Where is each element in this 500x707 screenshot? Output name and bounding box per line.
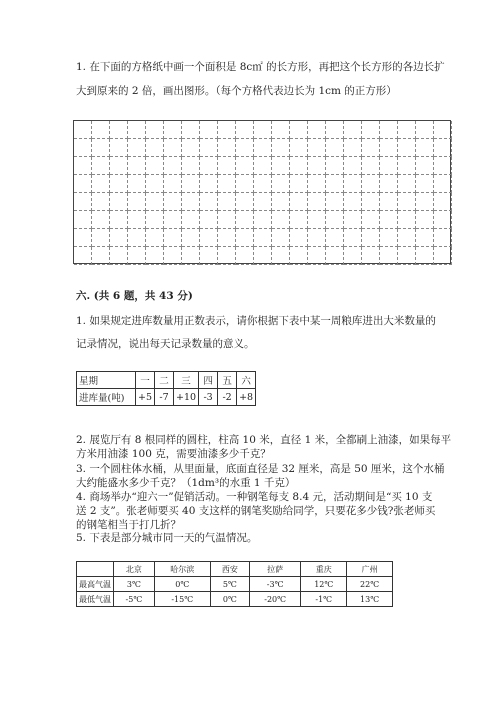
grid-cell[interactable] [344, 229, 362, 247]
grid-cell[interactable] [416, 175, 434, 193]
grid-cell[interactable] [254, 193, 272, 211]
grid-cell[interactable] [218, 139, 236, 157]
grid-cell[interactable] [290, 247, 308, 265]
grid-cell[interactable] [344, 193, 362, 211]
grid-cell[interactable] [164, 193, 182, 211]
grid-cell[interactable] [272, 229, 290, 247]
grid-cell[interactable] [326, 121, 344, 139]
grid-cell[interactable] [92, 193, 110, 211]
grid-cell[interactable] [164, 121, 182, 139]
grid-cell[interactable] [398, 229, 416, 247]
grid-cell[interactable] [110, 193, 128, 211]
temp-cell: -1℃ [301, 592, 347, 607]
grid-cell[interactable] [92, 229, 110, 247]
grid-cell[interactable] [92, 175, 110, 193]
grid-cell[interactable] [164, 175, 182, 193]
s3-line1: 3. 一个圆柱体水桶，从里面量，底面直径是 32 厘米，高是 50 厘米，这个水桶 [76, 463, 445, 475]
grid-cell[interactable] [290, 193, 308, 211]
temp-cell: 12℃ [301, 577, 347, 592]
grain-cell: 进库量(吨) [77, 389, 136, 406]
graph-paper-grid[interactable] [73, 120, 451, 264]
s1-line2: 记录情况，说出每天记录数量的意义。 [76, 338, 255, 350]
s3-line2: 大约能盛水多少千克？（1dm³的水重 1 千克） [76, 477, 296, 489]
grid-cell[interactable] [236, 157, 254, 175]
temp-cell: 最高气温 [77, 577, 114, 592]
grid-cell[interactable] [434, 193, 452, 211]
grid-cell[interactable] [434, 229, 452, 247]
temp-cell: -20℃ [249, 592, 300, 607]
grid-cell[interactable] [110, 157, 128, 175]
grid-cell[interactable] [398, 211, 416, 229]
grid-cell[interactable] [326, 175, 344, 193]
grain-row-weekday [77, 372, 256, 389]
grid-cell[interactable] [290, 175, 308, 193]
grid-cell[interactable] [236, 193, 254, 211]
grid-cell[interactable] [200, 157, 218, 175]
s2-line1: 2. 展览厅有 8 根同样的圆柱，柱高 10 米，直径 1 米，全都刷上油漆，如果每平 [76, 434, 452, 446]
grid-cell[interactable] [416, 139, 434, 157]
grid-cell[interactable] [398, 247, 416, 265]
grid-cell[interactable] [200, 175, 218, 193]
s4-line2: 送 2 支”。张老师要买 40 支这样的钢笔奖励给同学，只要花多少钱?张老师买 [76, 505, 436, 517]
grid-cell[interactable] [398, 121, 416, 139]
grid-cell[interactable] [380, 175, 398, 193]
grid-cell[interactable] [362, 211, 380, 229]
grid-cell[interactable] [290, 229, 308, 247]
grid-cell[interactable] [74, 211, 92, 229]
grid-cell[interactable] [326, 211, 344, 229]
grid-cell[interactable] [236, 139, 254, 157]
grid-cell[interactable] [74, 175, 92, 193]
grid-cell[interactable] [434, 175, 452, 193]
grid-cell[interactable] [74, 229, 92, 247]
temp-cell: 重庆 [301, 562, 347, 577]
grain-cell: +10 [174, 389, 199, 406]
grid-cell[interactable] [344, 175, 362, 193]
grid-cell[interactable] [200, 211, 218, 229]
grid-cell[interactable] [164, 211, 182, 229]
grid-cell[interactable] [272, 193, 290, 211]
temp-cell: 0℃ [210, 592, 249, 607]
grid-cell[interactable] [272, 121, 290, 139]
section-title: 六. (共 6 题，共 43 分) [76, 290, 193, 302]
s4-line1: 4. 商场举办“迎六一”促销活动。一种钢笔每支 8.4 元，活动期间是“买 10 支 [76, 491, 433, 503]
temp-cell: 拉萨 [249, 562, 300, 577]
grid-cell[interactable] [308, 139, 326, 157]
grid-cell[interactable] [254, 175, 272, 193]
grid-cell[interactable] [344, 247, 362, 265]
grid-cell[interactable] [182, 247, 200, 265]
temp-row-header [77, 562, 393, 577]
grid-cell[interactable] [128, 139, 146, 157]
grid-cell[interactable] [434, 211, 452, 229]
temp-row-high [77, 577, 393, 592]
grid-cell[interactable] [164, 247, 182, 265]
grid-cell[interactable] [128, 175, 146, 193]
grid-cell[interactable] [236, 247, 254, 265]
temp-cell: 22℃ [347, 577, 393, 592]
temp-row-low [77, 592, 393, 607]
grid-cell[interactable] [110, 211, 128, 229]
grid-cell[interactable] [254, 157, 272, 175]
grid-cell[interactable] [308, 211, 326, 229]
grid-cell[interactable] [128, 247, 146, 265]
grid-cell[interactable] [92, 247, 110, 265]
grid-cell[interactable] [308, 193, 326, 211]
grid-cell[interactable] [128, 121, 146, 139]
grid-cell[interactable] [110, 247, 128, 265]
grid-cell[interactable] [146, 157, 164, 175]
grid-cell[interactable] [308, 247, 326, 265]
temp-cell: 3℃ [114, 577, 155, 592]
grid-cell[interactable] [434, 121, 452, 139]
grid-cell[interactable] [128, 193, 146, 211]
grid-cell[interactable] [74, 157, 92, 175]
grid-cell[interactable] [200, 247, 218, 265]
grid-cell[interactable] [128, 211, 146, 229]
grain-cell: 一 [136, 372, 155, 389]
temp-cell [77, 562, 114, 577]
grid-cell[interactable] [362, 229, 380, 247]
grain-cell: 二 [155, 372, 174, 389]
grid-cell[interactable] [380, 211, 398, 229]
grid-cell[interactable] [110, 139, 128, 157]
temp-cell: 北京 [114, 562, 155, 577]
grid-cell[interactable] [182, 139, 200, 157]
grain-row-amount [77, 389, 256, 406]
grid-cell[interactable] [326, 247, 344, 265]
grid-cell[interactable] [146, 247, 164, 265]
grid-cell[interactable] [92, 139, 110, 157]
grid-cell[interactable] [380, 247, 398, 265]
grid-cell[interactable] [272, 157, 290, 175]
grid-cell[interactable] [254, 229, 272, 247]
grid-cell[interactable] [344, 157, 362, 175]
grid-cell[interactable] [290, 157, 308, 175]
grid-cell[interactable] [362, 157, 380, 175]
grid-cell[interactable] [290, 211, 308, 229]
grid-cell[interactable] [218, 247, 236, 265]
q1-line2: 大到原来的 2 倍，画出图形。（每个方格代表边长为 1cm 的正方形） [76, 85, 397, 97]
grid-cell[interactable] [416, 247, 434, 265]
temp-cell: 0℃ [154, 577, 210, 592]
grid-cell[interactable] [380, 229, 398, 247]
grid-cell[interactable] [434, 247, 452, 265]
grid-cell[interactable] [326, 193, 344, 211]
grid-cell[interactable] [398, 193, 416, 211]
s2-line2: 方米用油漆 100 克，需要油漆多少千克？ [76, 448, 271, 460]
grid-cell[interactable] [236, 211, 254, 229]
grid-cell[interactable] [128, 229, 146, 247]
grid-cell[interactable] [110, 229, 128, 247]
grain-cell: 三 [174, 372, 199, 389]
grid-cell[interactable] [110, 175, 128, 193]
temp-cell: -5℃ [114, 592, 155, 607]
grain-cell: +8 [237, 389, 256, 406]
grid-cell[interactable] [290, 139, 308, 157]
grid-cell[interactable] [182, 175, 200, 193]
grid-cell[interactable] [362, 247, 380, 265]
grid-cell[interactable] [218, 175, 236, 193]
grid-cell[interactable] [434, 139, 452, 157]
grid-cell[interactable] [398, 139, 416, 157]
grid-cell[interactable] [146, 139, 164, 157]
grid-cell[interactable] [380, 157, 398, 175]
grid-cell[interactable] [92, 121, 110, 139]
grid-cell[interactable] [200, 139, 218, 157]
grid-cell[interactable] [182, 211, 200, 229]
grid-cell[interactable] [254, 247, 272, 265]
grid-cell[interactable] [182, 193, 200, 211]
grid-cell[interactable] [416, 193, 434, 211]
grid-cell[interactable] [200, 193, 218, 211]
s1-line1: 1. 如果规定进库数量用正数表示，请你根据下表中某一周粮库进出大米数量的 [76, 315, 436, 327]
grid-cell[interactable] [146, 193, 164, 211]
grid-cell[interactable] [74, 121, 92, 139]
grid-cell[interactable] [218, 193, 236, 211]
grid-cell[interactable] [146, 229, 164, 247]
grid-cell[interactable] [218, 211, 236, 229]
grid-cell[interactable] [182, 121, 200, 139]
grid-cell[interactable] [128, 157, 146, 175]
s5-line1: 5. 下表是部分城市同一天的气温情况。 [76, 532, 258, 544]
grid-cell[interactable] [236, 175, 254, 193]
grid-cell[interactable] [308, 121, 326, 139]
grid-cell[interactable] [200, 229, 218, 247]
grid-cell[interactable] [92, 157, 110, 175]
grid-cell[interactable] [254, 121, 272, 139]
temp-cell: 5℃ [210, 577, 249, 592]
grain-cell: 四 [199, 372, 218, 389]
grid-cell[interactable] [110, 121, 128, 139]
grid-cell[interactable] [308, 175, 326, 193]
grain-cell: 五 [218, 372, 237, 389]
q1-line1: 1. 在下面的方格纸中画一个面积是 8c㎡ 的长方形，再把这个长方形的各边长扩 [76, 61, 445, 73]
grid-cell[interactable] [290, 121, 308, 139]
grid-cell[interactable] [308, 229, 326, 247]
grid-cell[interactable] [182, 157, 200, 175]
temp-cell: 西安 [210, 562, 249, 577]
grain-cell: 六 [237, 372, 256, 389]
grain-table [76, 371, 256, 406]
grid-cell[interactable] [272, 139, 290, 157]
grid-cell[interactable] [362, 193, 380, 211]
grid-cell[interactable] [344, 121, 362, 139]
temperature-table [76, 561, 393, 607]
grid-cell[interactable] [74, 193, 92, 211]
grid-cell[interactable] [362, 139, 380, 157]
grid-cell[interactable] [164, 229, 182, 247]
grid-cell[interactable] [326, 139, 344, 157]
grid-cell[interactable] [74, 247, 92, 265]
grid-cell[interactable] [218, 121, 236, 139]
grain-cell: -7 [155, 389, 174, 406]
grid-cell[interactable] [344, 211, 362, 229]
grid-cell[interactable] [434, 157, 452, 175]
grid-cell[interactable] [146, 175, 164, 193]
grid-cell[interactable] [308, 157, 326, 175]
grid-cell[interactable] [398, 157, 416, 175]
grid-cell[interactable] [344, 139, 362, 157]
temp-cell: -3℃ [249, 577, 300, 592]
temp-cell: 广州 [347, 562, 393, 577]
grid-cell[interactable] [416, 121, 434, 139]
grid-cell[interactable] [416, 211, 434, 229]
grid-cell[interactable] [272, 211, 290, 229]
grid-cell[interactable] [254, 211, 272, 229]
grid-cell[interactable] [272, 175, 290, 193]
grid-cell[interactable] [254, 139, 272, 157]
grid-cell[interactable] [380, 121, 398, 139]
grid-cell[interactable] [362, 121, 380, 139]
grid-cell[interactable] [380, 139, 398, 157]
grain-cell: -2 [218, 389, 237, 406]
temp-cell: 最低气温 [77, 592, 114, 607]
grid-cell[interactable] [362, 175, 380, 193]
grid-cell[interactable] [146, 121, 164, 139]
grid-cell[interactable] [380, 193, 398, 211]
grid-cell[interactable] [398, 175, 416, 193]
grid-cell[interactable] [164, 139, 182, 157]
grid-cell[interactable] [92, 211, 110, 229]
grid-cell[interactable] [236, 229, 254, 247]
grid-cell[interactable] [236, 121, 254, 139]
grid-cell[interactable] [200, 121, 218, 139]
grain-cell: 星期 [77, 372, 136, 389]
temp-cell: 哈尔滨 [154, 562, 210, 577]
grid-cell[interactable] [74, 139, 92, 157]
grid-cell[interactable] [416, 229, 434, 247]
grain-cell: -3 [199, 389, 218, 406]
grid-cell[interactable] [182, 229, 200, 247]
grid-cell[interactable] [146, 211, 164, 229]
grid-cell[interactable] [326, 229, 344, 247]
grid-cell[interactable] [164, 157, 182, 175]
grain-cell: +5 [136, 389, 155, 406]
grid-cell[interactable] [218, 229, 236, 247]
temp-cell: -15℃ [154, 592, 210, 607]
grid-cell[interactable] [326, 157, 344, 175]
temp-cell: 13℃ [347, 592, 393, 607]
grid-cell[interactable] [416, 157, 434, 175]
grid-cell[interactable] [218, 157, 236, 175]
s4-line3: 的钢笔相当于打几折？ [76, 519, 181, 531]
grid-cell[interactable] [272, 247, 290, 265]
